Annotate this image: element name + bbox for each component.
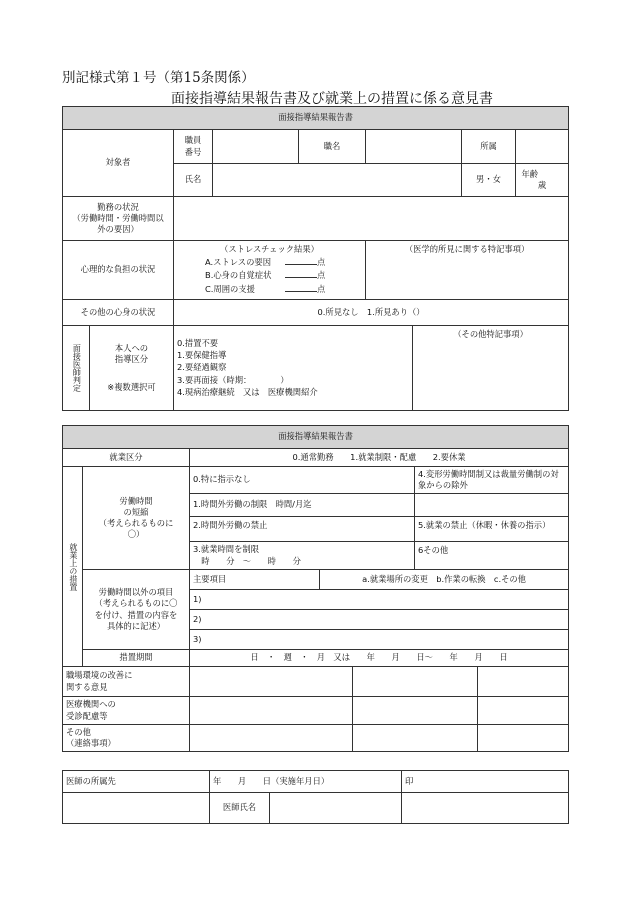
doctor-affiliation-field[interactable]: [63, 793, 210, 824]
guidance-options[interactable]: [174, 326, 413, 411]
exam-date-field[interactable]: 年 月 日（実施年月日）: [210, 771, 402, 793]
other-notes-label: （その他特記事項）: [453, 329, 528, 339]
other-label: その他 （連絡事項）: [63, 725, 190, 752]
other-than-hours-label: 労働時間以外の項目 （考えられるものに〇 を付け、措置の内容を 具体的に記述）: [83, 570, 190, 650]
measure-option-0[interactable]: 0.特に指示なし: [190, 467, 415, 494]
period-label: 措置期間: [83, 650, 190, 667]
stress-item: B.心身の自覚症状 点: [205, 270, 326, 281]
job-title-label: 職名: [299, 130, 366, 164]
age-label: 年齢: [521, 168, 539, 179]
measure-row-3[interactable]: 3): [190, 630, 569, 650]
seal-field[interactable]: [402, 793, 569, 824]
period-field[interactable]: 日 ・ 週 ・ 月 又は 年 月 日～ 年 月 日: [190, 650, 569, 667]
measure-option-blank: [415, 494, 569, 517]
measure-option-6[interactable]: 6その他: [415, 542, 569, 570]
measure-option-4[interactable]: 4.変形労働時間制又は裁量労働制の対象からの除外: [415, 467, 569, 494]
referral-label: 医療機関への 受診配慮等: [63, 697, 190, 725]
work-status-label: 勤務の状況 （労働時間・労働時間以 外の要因）: [63, 197, 174, 241]
measure-option-3[interactable]: 3.就業時間を制限 時 分 ～ 時 分: [190, 542, 415, 570]
staff-no-label: 職員 番号: [174, 130, 213, 164]
guidance-option[interactable]: 1.要保健指導: [177, 350, 227, 361]
seal-label: 印: [402, 771, 569, 793]
other-notes-cell[interactable]: [413, 326, 569, 411]
guidance-option[interactable]: 4.現病治療継続 又は 医療機関紹介: [177, 386, 318, 397]
interview-report-table: [62, 106, 569, 411]
env-label: 職場環境の改善に 関する意見: [63, 667, 190, 697]
doctor-name-label: 医師氏名: [210, 793, 270, 824]
gender-options[interactable]: 男・女: [462, 164, 516, 197]
referral-field-2[interactable]: [353, 697, 478, 725]
department-label: 所属: [462, 130, 516, 164]
other-field-2[interactable]: [353, 725, 478, 752]
form-number: 別記様式第１号（第15条関係）: [62, 70, 255, 86]
env-field-3[interactable]: [478, 667, 569, 697]
measures-header: 面接指導結果報告書: [63, 426, 569, 449]
measures-table: [62, 425, 569, 752]
multi-select-note: ※複数選択可: [107, 381, 156, 392]
shorten-hours-label: 労働時間 の短縮 （考えられるものに 〇）: [83, 467, 190, 570]
name-label: 氏名: [174, 164, 213, 197]
doctor-table: [62, 770, 569, 824]
other-field-1[interactable]: [190, 725, 353, 752]
guidance-option[interactable]: 0.措置不要: [177, 338, 219, 349]
guidance-option[interactable]: 2.要経過観察: [177, 362, 227, 373]
medical-findings-label: （医学的所見に関する特記事項）: [404, 244, 530, 254]
other-field-3[interactable]: [478, 725, 569, 752]
job-title-field[interactable]: [366, 130, 462, 164]
department-field[interactable]: [516, 130, 569, 164]
work-status-field[interactable]: [174, 197, 569, 241]
env-field-1[interactable]: [190, 667, 353, 697]
stress-item: A.ストレスの要因 点: [205, 257, 326, 268]
doctor-name-field[interactable]: [270, 793, 402, 824]
mental-burden-label: 心理的な負担の状況: [63, 241, 174, 300]
main-items-options[interactable]: a.就業場所の変更 b.作業の転換 c.その他: [320, 570, 569, 590]
doctor-affiliation-label: 医師の所属先: [63, 771, 210, 793]
other-condition-label: その他の心身の状況: [63, 300, 174, 326]
report-header: 面接指導結果報告書: [63, 107, 569, 130]
stress-item: C.周囲の支援 点: [205, 283, 326, 294]
age-unit: 歳: [537, 180, 547, 190]
name-field[interactable]: [213, 164, 462, 197]
guidance-label-cell: [90, 326, 174, 411]
guidance-option[interactable]: 3.要再面接（時期： ）: [177, 374, 289, 385]
other-condition-options[interactable]: 0.所見なし 1.所見あり（）: [174, 300, 569, 326]
medical-findings-cell[interactable]: [366, 241, 569, 300]
measures-side-label: 就業上の措置: [63, 467, 83, 667]
env-field-2[interactable]: [353, 667, 478, 697]
measure-row-2[interactable]: 2): [190, 610, 569, 630]
judgment-label: 面接医師判定: [63, 326, 90, 411]
age-field[interactable]: [516, 164, 569, 197]
staff-no-field[interactable]: [213, 130, 299, 164]
referral-field-3[interactable]: [478, 697, 569, 725]
work-category-label: 就業区分: [63, 449, 190, 467]
measure-option-1[interactable]: 1.時間外労働の制限 時間/月迄: [190, 494, 415, 517]
referral-field-1[interactable]: [190, 697, 353, 725]
stress-check-cell[interactable]: [174, 241, 366, 300]
measure-option-2[interactable]: 2.時間外労働の禁止: [190, 517, 415, 542]
measure-row-1[interactable]: 1): [190, 590, 569, 610]
guidance-label: 本人への 指導区分: [114, 343, 149, 365]
stress-check-title: （ストレスチェック結果）: [220, 244, 319, 254]
work-category-options[interactable]: 0.通常勤務 1.就業制限・配慮 2.要休業: [190, 449, 569, 467]
measure-option-5[interactable]: 5.就業の禁止（休暇・休養の指示）: [415, 517, 569, 542]
main-items-label: 主要項目: [190, 570, 320, 590]
target-label: 対象者: [63, 130, 174, 197]
document-title: 面接指導結果報告書及び就業上の措置に係る意見書: [171, 91, 493, 107]
